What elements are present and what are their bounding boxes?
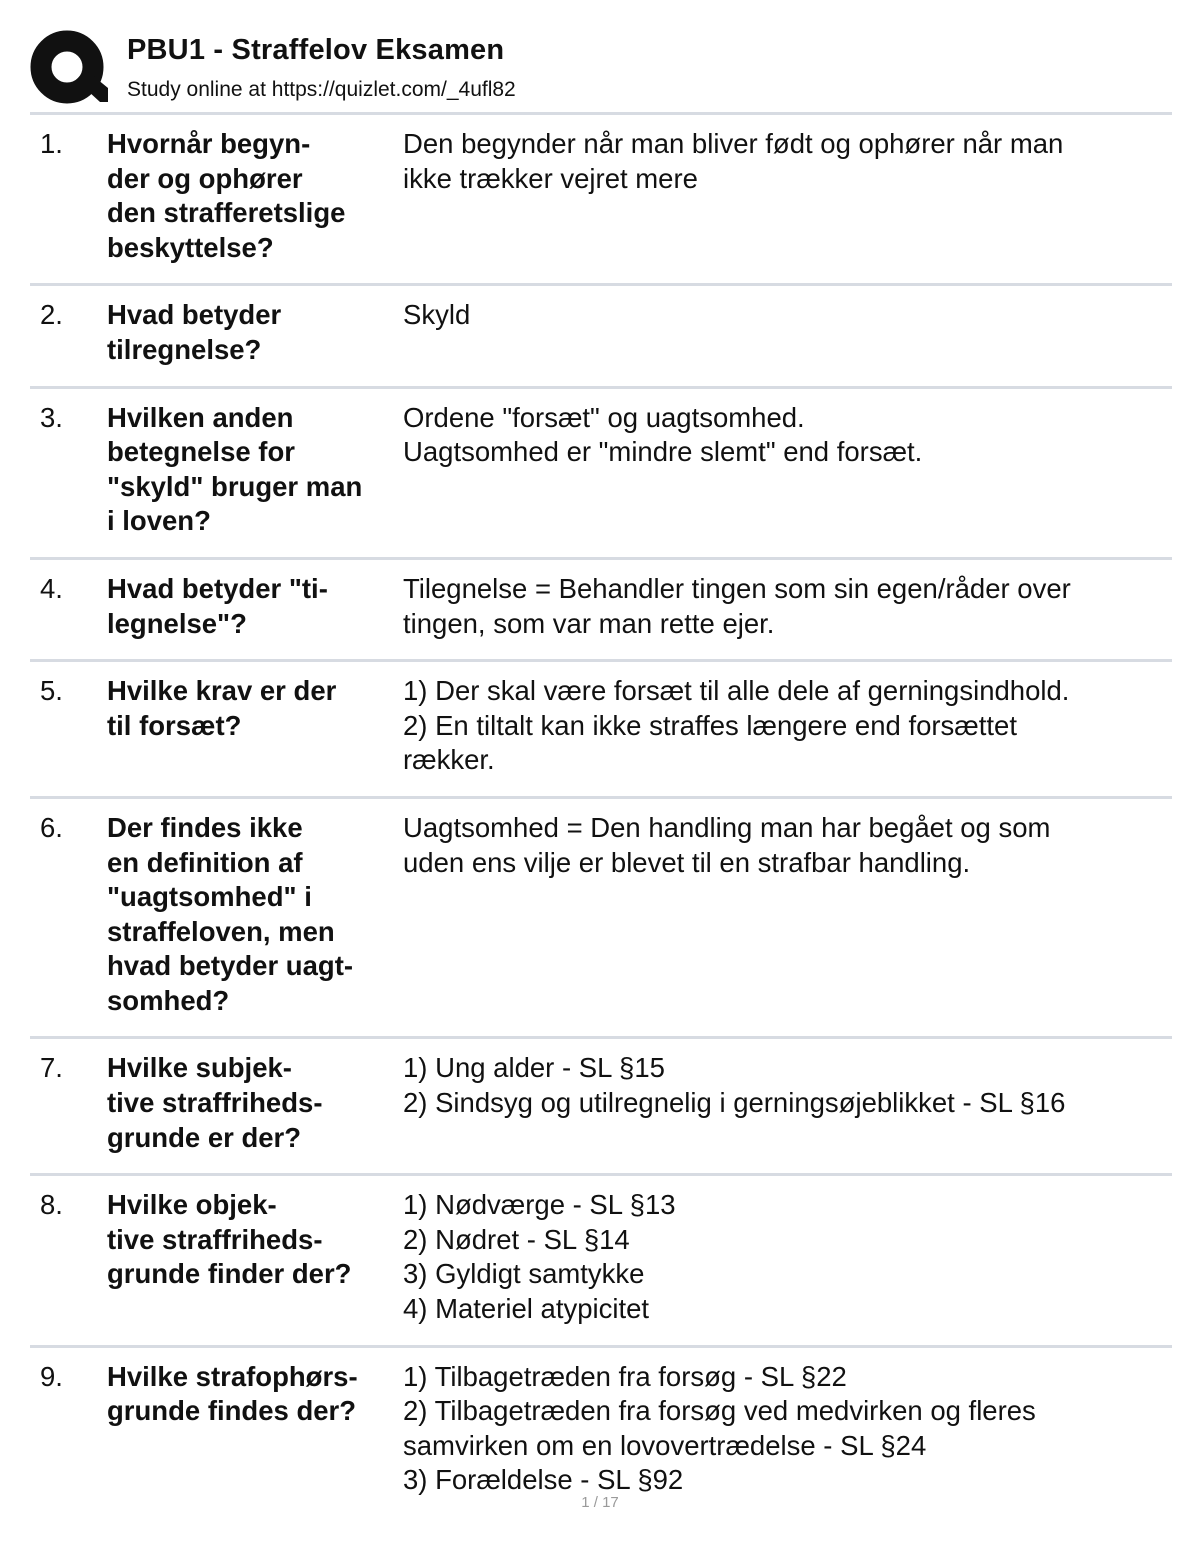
card-term: Der findes ikke en definition af "uagtsomhed" i straffeloven, men hvad betyder uagt- somhed? (107, 811, 354, 1016)
document-header (30, 28, 1175, 108)
card-definition: Uagtsomhed = Den handling man har begået og som uden ens vilje er blevet til en strafbar handling. (403, 811, 1051, 878)
card-number: 6. (40, 811, 63, 843)
card-definition: 1) Der skal være forsæt til alle dele af gerningsindhold. 2) En tiltalt kan ikke straffes længere end forsættet rækker. (403, 675, 1070, 776)
card-term: Hvad betyder tilregnelse? (107, 299, 282, 365)
flashcard-row (30, 560, 1172, 662)
document-title: PBU1 - Straffelov Eksamen (127, 34, 505, 66)
card-definition: 1) Tilbagetræden fra forsøg - SL §22 2) Tilbagetræden fra forsøg ved medvirken og fleres samvirken om en lovovertrædelse - SL §24 3) Forældelse - SL §92 (403, 1360, 1036, 1496)
card-term: Hvad betyder "ti- legnelse"? (107, 572, 328, 639)
flashcard-row (30, 115, 1172, 286)
card-number: 3. (40, 401, 63, 433)
flashcard-row (30, 799, 1172, 1040)
card-term: Hvilke objek- tive straffriheds- grunde finder der? (107, 1189, 352, 1290)
study-online-link[interactable]: Study online at https://quizlet.com/_4ufl82 (127, 78, 516, 101)
card-definition: 1) Ung alder - SL §15 2) Sindsyg og utilregnelig i gerningsøjeblikket - SL §16 (403, 1052, 1066, 1119)
flashcard-row (30, 389, 1172, 560)
card-term: Hvilke krav er der til forsæt? (107, 675, 337, 741)
card-term: Hvornår begyn- der og ophører den strafferetslige beskyttelse? (107, 128, 346, 263)
card-term: Hvilke subjek- tive straffriheds- grunde er der? (107, 1052, 323, 1153)
card-number: 7. (40, 1052, 63, 1084)
flashcard-row (30, 1039, 1172, 1176)
card-number: 2. (40, 299, 63, 331)
card-term: Hvilke strafophørs- grunde findes der? (107, 1360, 358, 1427)
card-number: 9. (40, 1360, 63, 1392)
card-number: 8. (40, 1189, 63, 1221)
flashcard-row (30, 1348, 1172, 1516)
card-definition: Den begynder når man bliver født og ophører når man ikke trækker vejret mere (403, 128, 1064, 194)
flashcard-row (30, 1176, 1172, 1347)
card-number: 5. (40, 675, 63, 707)
flashcard-row (30, 662, 1172, 799)
flashcard-list (30, 115, 1172, 1516)
card-term: Hvilken anden betegnelse for "skyld" bruger man i loven? (107, 401, 363, 537)
page-indicator: 1 / 17 (581, 1494, 619, 1511)
card-definition: Ordene "forsæt" og uagtsomhed. Uagtsomhed er "mindre slemt" end forsæt. (403, 401, 923, 468)
card-number: 1. (40, 128, 63, 159)
card-definition: 1) Nødværge - SL §13 2) Nødret - SL §14 3) Gyldigt samtykke 4) Materiel atypicitet (403, 1189, 676, 1325)
card-definition: Skyld (403, 299, 471, 331)
card-definition: Tilegnelse = Behandler tingen som sin egen/råder over tingen, som var man rette ejer. (403, 572, 1071, 639)
flashcard-row (30, 286, 1172, 388)
card-number: 4. (40, 572, 63, 604)
quizlet-q-logo-icon (30, 30, 108, 106)
